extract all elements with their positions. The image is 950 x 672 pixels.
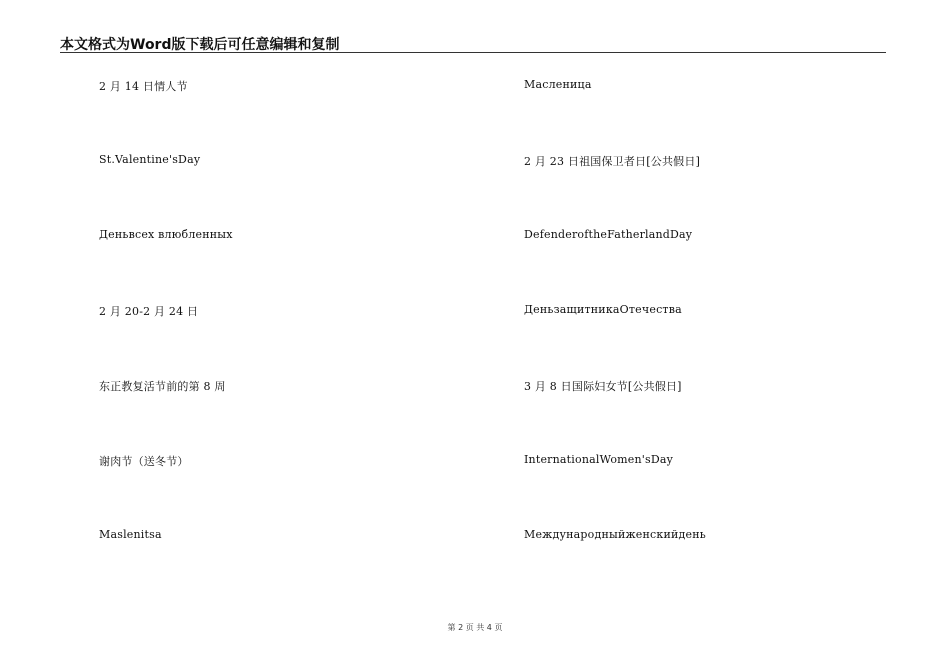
header-divider bbox=[60, 52, 886, 53]
right-entry-6: InternationalWomen'sDay bbox=[524, 453, 674, 466]
left-entry-4: 2 月 20-2 月 24 日 bbox=[99, 305, 199, 318]
right-entry-1: Масленица bbox=[524, 78, 592, 91]
left-entry-5: 东正教复活节前的第 8 周 bbox=[99, 380, 226, 393]
right-entry-5: 3 月 8 日国际妇女节[公共假日] bbox=[524, 380, 682, 393]
page-number-footer: 第 2 页 共 4 页 bbox=[447, 623, 503, 632]
document-header-title: 本文格式为Word版下载后可任意编辑和复制 bbox=[60, 37, 340, 53]
right-entry-7: Международныйженскийдень bbox=[524, 528, 706, 541]
left-entry-3: Деньвсех влюбленных bbox=[99, 228, 233, 241]
left-entry-6: 谢肉节（送冬节） bbox=[99, 455, 189, 468]
left-entry-1: 2 月 14 日情人节 bbox=[99, 80, 188, 93]
right-entry-2: 2 月 23 日祖国保卫者日[公共假日] bbox=[524, 155, 701, 168]
left-entry-7: Maslenitsa bbox=[99, 528, 162, 541]
right-entry-4: ДеньзащитникаОтечества bbox=[524, 303, 682, 316]
right-entry-3: DefenderoftheFatherlandDay bbox=[524, 228, 693, 241]
left-entry-2: St.Valentine'sDay bbox=[99, 153, 201, 166]
